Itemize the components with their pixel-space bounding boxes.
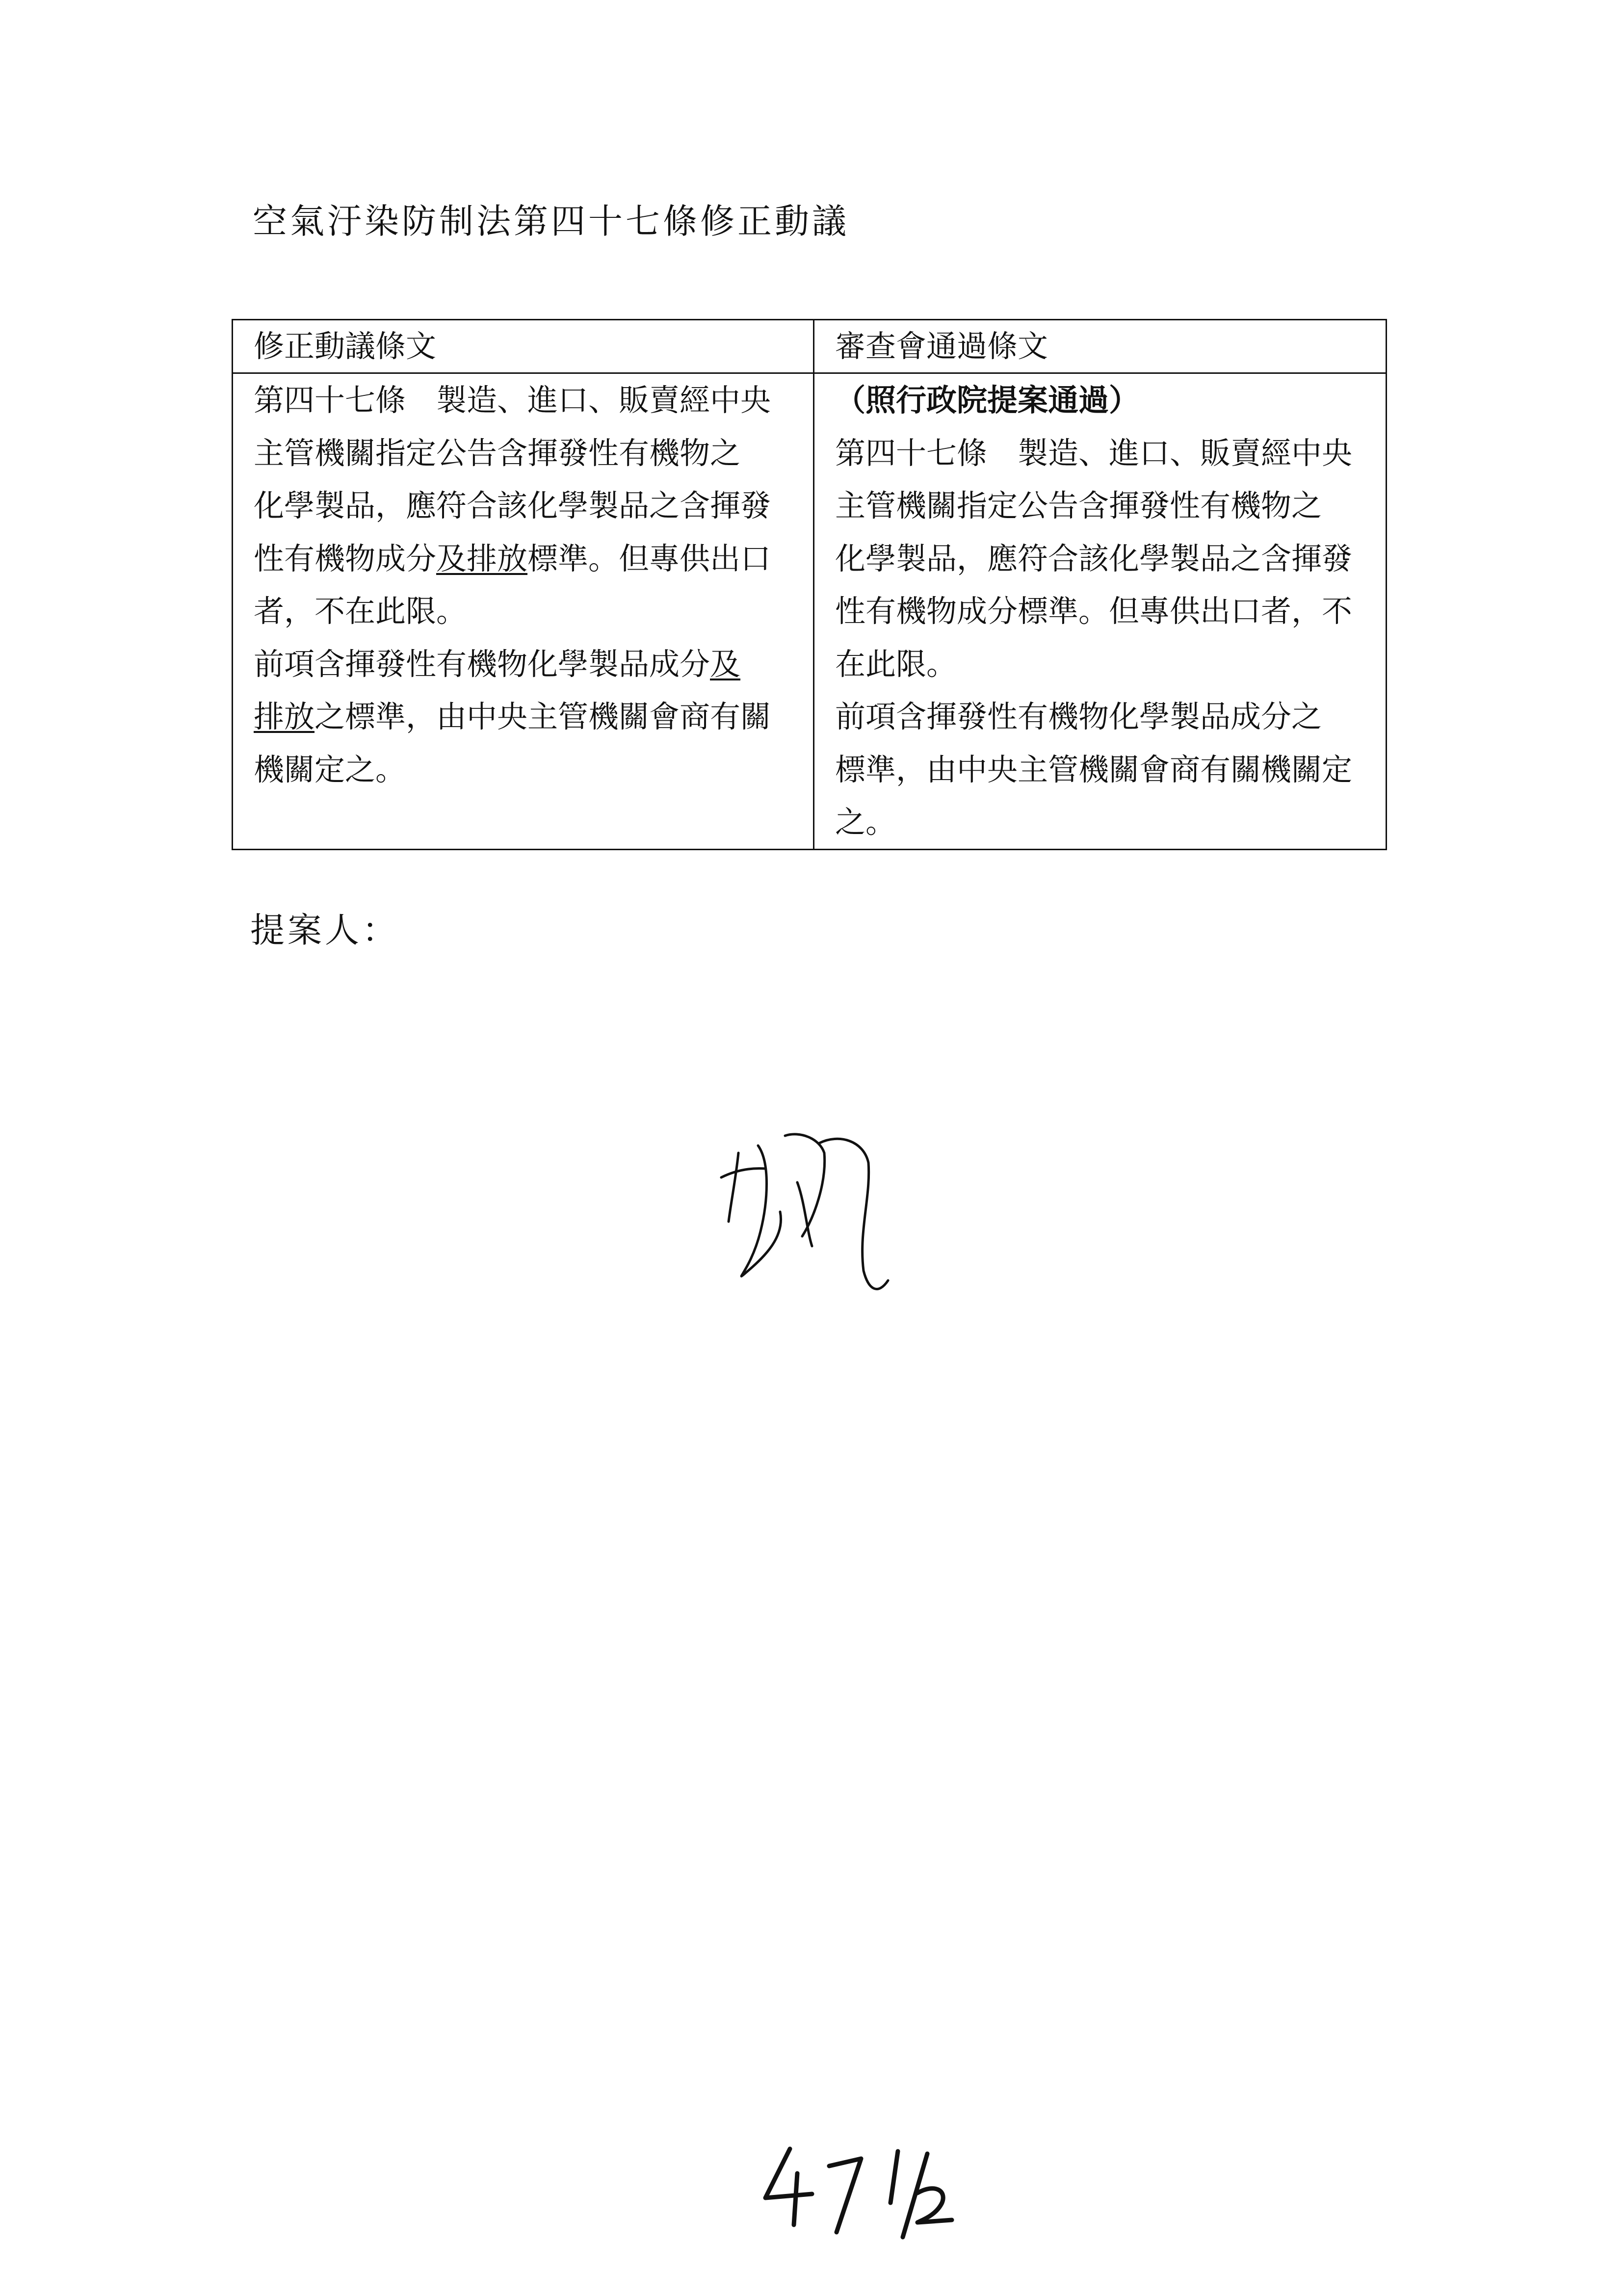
document-title: 空氣汙染防制法第四十七條修正動議 [253, 201, 849, 241]
header-review-committee: 審查會通過條文 [814, 320, 1387, 373]
amendment-text-line [254, 427, 798, 480]
amendment-motion-text [233, 374, 813, 796]
review-text-line: 之。 [835, 804, 896, 840]
review-text-line: 在此限。 [835, 646, 957, 682]
text-segment: 標準。但專供出口 [527, 540, 771, 576]
amendment-text-line [254, 585, 798, 638]
review-committee-cell [814, 373, 1387, 850]
text-segment: 者，不在此限。 [254, 593, 467, 629]
text-segment: 主管機關指定公告含揮發性有機物之 [254, 435, 741, 471]
text-segment: 之標準，由中央主管機關會商有關 [314, 699, 771, 734]
review-text-line: 主管機關指定公告含揮發性有機物之 [835, 488, 1322, 523]
proposer-label: 提案人： [250, 910, 399, 950]
underlined-amendment: 及排放 [436, 540, 528, 576]
table-header-row [233, 320, 1387, 373]
text-segment: 第四十七條 製造、進口、販賣經中央 [254, 382, 771, 418]
amendment-text-line [254, 479, 798, 532]
table-body-row [233, 373, 1387, 850]
amendment-motion-cell [233, 373, 814, 850]
review-text-line: 性有機物成分標準。但專供出口者，不 [835, 593, 1353, 629]
underlined-amendment: 排放 [254, 699, 315, 734]
text-segment: 前項含揮發性有機物化學製品成分 [254, 646, 710, 682]
review-text-line: 標準，由中央主管機關會商有關機關定 [835, 751, 1353, 787]
handwritten-signature [702, 1123, 976, 1310]
text-segment: 化學製品，應符合該化學製品之含揮發 [254, 488, 771, 523]
header-amendment-motion: 修正動議條文 [233, 320, 814, 373]
handwritten-page-mark [756, 2139, 981, 2247]
amendment-text-line [254, 638, 798, 691]
amendment-text-line [254, 532, 798, 585]
review-committee-text [814, 374, 1386, 849]
review-text-line: 前項含揮發性有機物化學製品成分之 [835, 699, 1322, 734]
comparison-table [232, 319, 1387, 850]
executive-yuan-note: （照行政院提案通過） [835, 382, 1140, 418]
review-text-line: 化學製品，應符合該化學製品之含揮發 [835, 540, 1353, 576]
text-segment: 機關定之。 [254, 751, 406, 787]
review-text-line: 第四十七條 製造、進口、販賣經中央 [835, 435, 1353, 471]
underlined-amendment: 及 [710, 646, 741, 682]
text-segment: 性有機物成分 [254, 540, 437, 576]
amendment-text-line [254, 374, 798, 427]
amendment-text-line [254, 743, 798, 796]
amendment-text-line [254, 690, 798, 743]
